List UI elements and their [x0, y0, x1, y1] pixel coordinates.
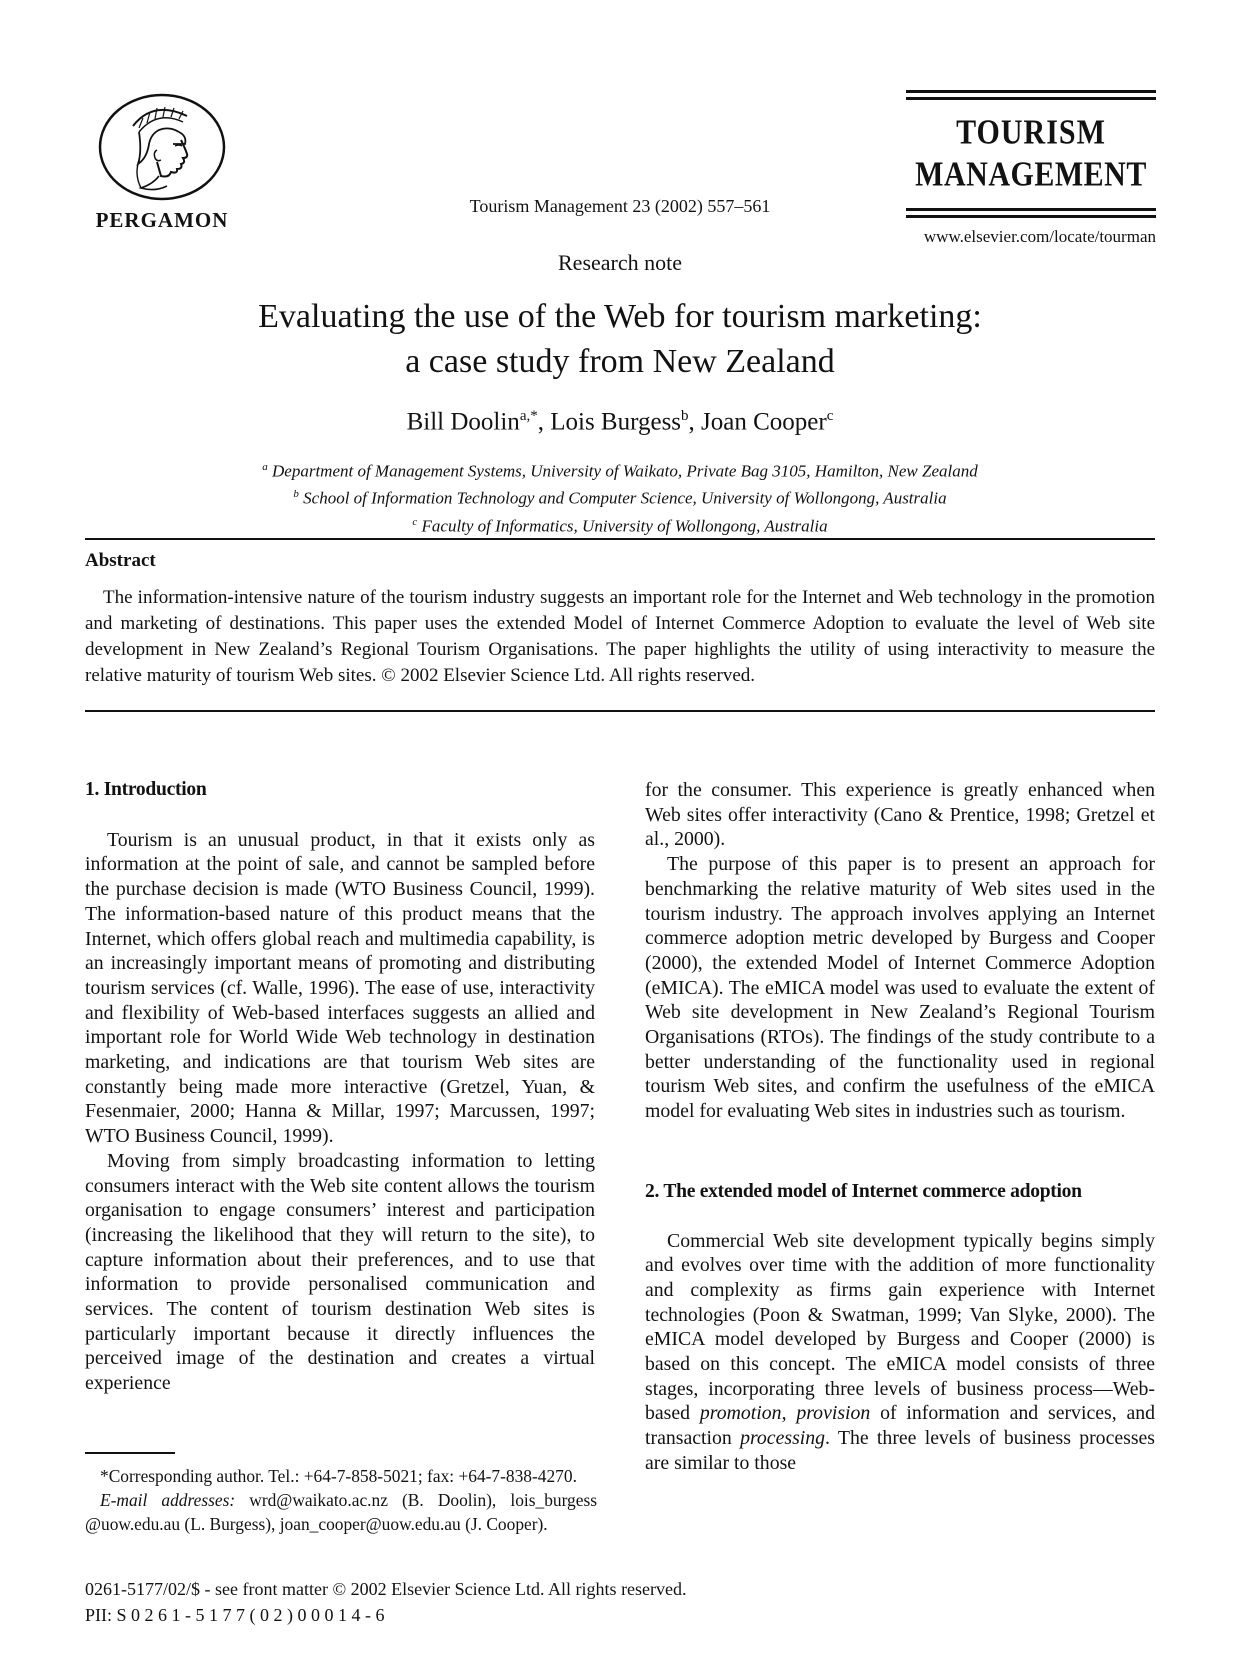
pergamon-logo-icon: [95, 92, 229, 204]
author-affiliation-mark: c: [826, 408, 834, 424]
body-paragraph: Tourism is an unusual product, in that it exists only as information at the point of sale, and cannot be sampled before the purchase decision is made (WTO Business Council, 1999). The information-based nature of this product means that the Internet, which offers global reach and multimedia capability, is an increasingly important means of promoting and distributing tourism services (cf. Walle, 1996). The ease of use, interactivity and flexibility of Web-based interfaces suggests an allied and important role for World Wide Web technology in destination marketing, and indications are that tourism Web sites are constantly being made more interactive (Gretzel, Yuan, & Fesenmaier, 2000; Hanna & Millar, 1997; Marcussen, 1997; WTO Business Council, 1999).: [85, 828, 595, 1148]
journal-title-line2: MANAGEMENT: [915, 155, 1147, 194]
body-paragraph: Commercial Web site development typically begins simply and evolves over time with the addition of more functionality and complexity as firms gain experience with Internet technologies (Poon & Swatman, 1999; Van Slyke, 2000). The eMICA model developed by Burgess and Cooper (2000) is based on this concept. The eMICA model consists of three stages, incorporating three levels of business process—Web-based promotion, provision of information and services, and transaction processing. The three levels of business processes are similar to those: [645, 1229, 1156, 1474]
footnote-block: [85, 1452, 597, 1536]
emphasis-promotion: promotion: [699, 1402, 782, 1425]
divider-rule: [85, 538, 1155, 540]
emphasis-provision: provision: [796, 1402, 871, 1425]
page-footer: [85, 1576, 687, 1628]
article-title-line2: a case study from New Zealand: [405, 343, 835, 380]
divider-rule: [85, 710, 1155, 712]
journal-url-link[interactable]: www.elsevier.com/locate/tourman: [923, 227, 1156, 246]
corresponding-author-note: *Corresponding author. Tel.: +64-7-858-5021; fax: +64-7-838-4270.: [100, 1466, 577, 1486]
journal-citation: Tourism Management 23 (2002) 557–561: [469, 196, 771, 216]
column-right: [645, 778, 1155, 1476]
copyright-line: 0261-5177/02/$ - see front matter © 2002 Elsevier Science Ltd. All rights reserved.: [85, 1579, 687, 1599]
article-title: [0, 294, 1240, 384]
affiliation-line: $^c$ Faculty of Informatics, University of Wollongong, Australia: [412, 515, 828, 536]
journal-brand-block: [906, 90, 1156, 247]
section-heading-emica: 2. The extended model of Internet commerce adoption: [645, 1180, 1082, 1202]
article-title-line1: Evaluating the use of the Web for tourism marketing:: [258, 298, 982, 335]
footnote-rule: [85, 1452, 175, 1454]
title-block: [0, 250, 1240, 538]
affiliation-line: $^a$ Department of Management Systems, University of Waikato, Private Bag 3105, Hamilton, New Zealand: [262, 461, 978, 481]
author-name: , Joan Cooper: [688, 408, 827, 436]
abstract-heading: Abstract: [85, 550, 156, 571]
publisher-name: PERGAMON: [95, 208, 229, 232]
email-values: wrd@waikato.ac.nz (B. Doolin), lois_burgess @uow.edu.au (L. Burgess), joan_cooper@uow.edu.au (J. Cooper).: [85, 1490, 598, 1534]
section-heading-introduction: 1. Introduction: [85, 779, 207, 800]
column-left: [85, 778, 595, 1476]
body-paragraph: for the consumer. This experience is greatly enhanced when Web sites offer interactivity (Cano & Prentice, 1998; Gretzel et al., 2000).: [645, 779, 1155, 851]
author-affiliation-mark: b: [681, 408, 689, 424]
affiliation-line: $^b$ School of Information Technology and Computer Science, University of Wollongong, Australia: [293, 488, 947, 509]
article-body: [85, 778, 1155, 1476]
email-addresses-note: [85, 1488, 597, 1536]
body-paragraph: Moving from simply broadcasting information to letting consumers interact with the Web site content allows the tourism organisation to engage consumers’ interest and participation (increasing the likelihood that they will return to the site), to capture information about their preferences, and to use that information to provide personalised communication and services. The content of tourism destination Web sites is particularly important because it directly influences the perceived image of the destination and creates a virtual experience: [85, 1149, 595, 1395]
pii-line: PII: S 0 2 6 1 - 5 1 7 7 ( 0 2 ) 0 0 0 1 4 - 6: [85, 1605, 385, 1625]
email-label: E-mail addresses:: [100, 1490, 236, 1510]
body-paragraph: The purpose of this paper is to present an approach for benchmarking the relative maturity of Web sites used in the tourism industry. The approach involves applying an Internet commerce adoption metric developed by Burgess and Cooper (2000), the extended Model of Internet Commerce Adoption (eMICA). The eMICA model was used to evaluate the extent of Web site development in New Zealand’s Regional Tourism Organisations (RTOs). The findings of the study contribute to a better understanding of the functionality used in regional tourism Web sites, and confirm the usefulness of the eMICA model for evaluating Web sites in industries such as tourism.: [645, 853, 1155, 1123]
author-name: , Lois Burgess: [537, 408, 682, 436]
affiliations: [0, 456, 1240, 537]
abstract-section: [85, 550, 1155, 689]
journal-title-line1: TOURISM: [956, 113, 1106, 152]
article-type: Research note: [558, 250, 682, 275]
author-affiliation-mark: a,*: [519, 408, 538, 424]
emphasis-processing: processing: [740, 1427, 826, 1450]
double-rule-top: [906, 90, 1156, 100]
abstract-text: The information-intensive nature of the tourism industry suggests an important role for the Internet and Web technology in the promotion and marketing of destinations. This paper uses the extended Model of Internet Commerce Adoption to evaluate the level of Web site development in New Zealand’s Regional Tourism Organisations. The paper highlights the utility of using interactivity to measure the relative maturity of tourism Web sites. © 2002 Elsevier Science Ltd. All rights reserved.: [85, 587, 1155, 686]
author-name: Bill Doolin: [406, 408, 520, 436]
author-list: [0, 408, 1240, 436]
double-rule-bottom: [906, 208, 1156, 218]
